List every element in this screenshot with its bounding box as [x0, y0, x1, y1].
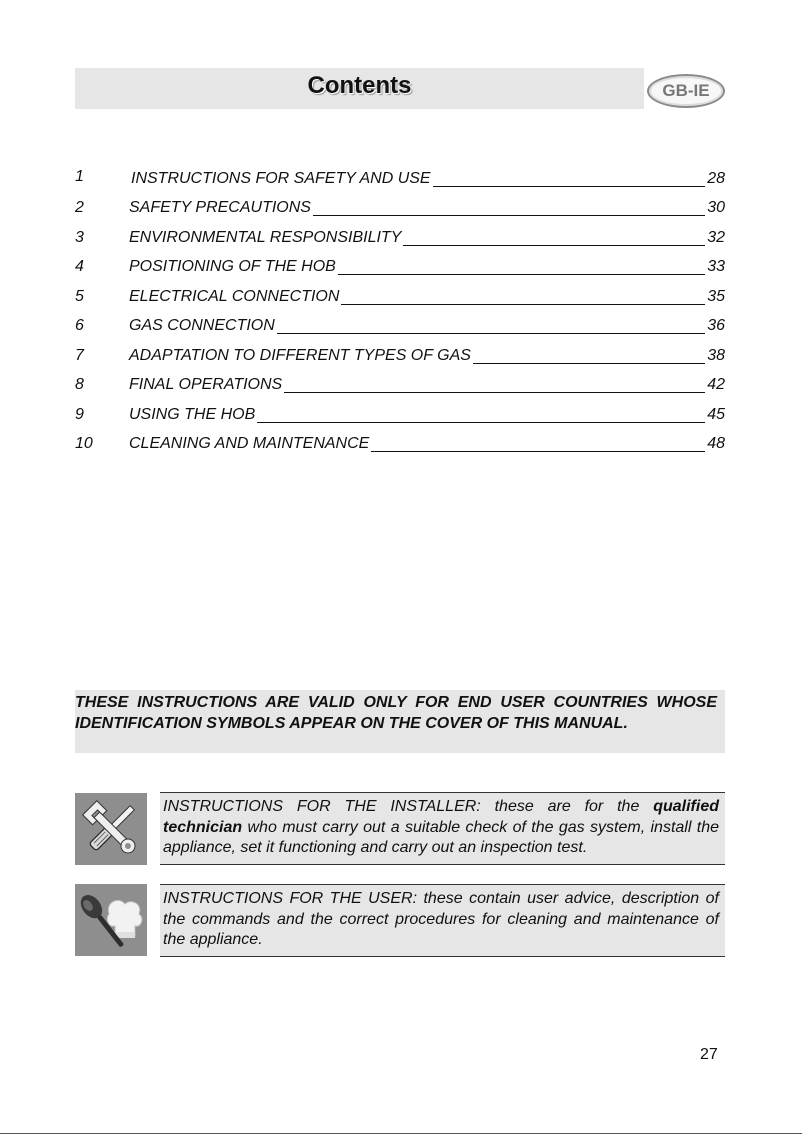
toc-page: 36: [707, 317, 725, 334]
toc-entry[interactable]: [75, 256, 725, 278]
toc-page: 30: [707, 199, 725, 216]
toc-title: ADAPTATION TO DIFFERENT TYPES OF GAS: [129, 347, 471, 364]
installer-text-intro: INSTRUCTIONS FOR THE INSTALLER: these are for the: [163, 798, 654, 815]
toc-leader: [313, 215, 705, 216]
language-badge: GB-IE: [647, 74, 725, 108]
toc-number: 3: [75, 229, 84, 246]
toc-title: ENVIRONMENTAL RESPONSIBILITY: [129, 229, 402, 246]
toc-number: 8: [75, 376, 84, 393]
tools-icon: [75, 793, 147, 865]
toc-page: 28: [707, 170, 725, 187]
installer-instructions-text: [163, 797, 719, 859]
toc-title: POSITIONING OF THE HOB: [129, 258, 336, 275]
toc-leader: [403, 245, 705, 246]
toc-leader: [433, 186, 706, 187]
validity-notice: [75, 690, 725, 753]
toc-leader: [284, 392, 705, 393]
toc-entry[interactable]: [75, 374, 725, 396]
toc-entry[interactable]: [75, 433, 725, 455]
page-number: 27: [700, 1046, 718, 1063]
validity-notice-text: THESE INSTRUCTIONS ARE VALID ONLY FOR END USER COUNTRIES WHOSE IDENTIFICATION SYMBOLS APPEAR ON THE COVER OF THIS MANUAL.: [75, 694, 717, 732]
toc-number: 7: [75, 347, 84, 364]
toc-page: 48: [707, 435, 725, 452]
toc-entry[interactable]: [75, 168, 725, 190]
toc-number: 10: [75, 435, 93, 452]
toc-entry[interactable]: [75, 315, 725, 337]
installer-text-rest: who must carry out a suitable check of the gas system, install the appliance, set it functioning and carry out an inspection test.: [163, 818, 719, 856]
chef-spoon-icon: [75, 884, 147, 956]
bottom-rule: [0, 1133, 802, 1134]
toc-entry[interactable]: [75, 286, 725, 308]
toc-page: 32: [707, 229, 725, 246]
toc-page: 42: [707, 376, 725, 393]
page-title: Contents: [307, 72, 412, 99]
toc-title: ELECTRICAL CONNECTION: [129, 288, 340, 305]
toc-title: SAFETY PRECAUTIONS: [129, 199, 311, 216]
toc-entry[interactable]: [75, 404, 725, 426]
toc-page: 45: [707, 406, 725, 423]
toc-number: 6: [75, 317, 84, 334]
toc-entry[interactable]: [75, 227, 725, 249]
installer-text-bold: qualified technician: [163, 798, 719, 836]
toc-page: 33: [707, 258, 725, 275]
toc-leader: [371, 451, 705, 452]
toc-number: 2: [75, 199, 84, 216]
toc-title: USING THE HOB: [129, 406, 256, 423]
toc-leader: [338, 274, 705, 275]
toc-title: FINAL OPERATIONS: [129, 376, 283, 393]
toc-entry[interactable]: [75, 197, 725, 219]
toc-title: GAS CONNECTION: [129, 317, 275, 334]
toc-page: 35: [707, 288, 725, 305]
toc-leader: [473, 363, 705, 364]
header-bar: [75, 68, 644, 109]
toc-title: CLEANING AND MAINTENANCE: [129, 435, 370, 452]
toc-title: INSTRUCTIONS FOR SAFETY AND USE: [131, 170, 431, 187]
toc-entry[interactable]: [75, 345, 725, 367]
toc-number: 4: [75, 258, 84, 275]
toc-number: 9: [75, 406, 84, 423]
toc-number: 5: [75, 288, 84, 305]
toc-leader: [341, 304, 705, 305]
toc-page: 38: [707, 347, 725, 364]
user-instructions-text: INSTRUCTIONS FOR THE USER: these contain user advice, description of the commands and the correct procedures for cleaning and maintenance of the appliance.: [163, 890, 719, 948]
toc-number: 1: [75, 168, 84, 185]
toc-leader: [257, 422, 705, 423]
user-instructions: [160, 884, 725, 957]
toc-leader: [277, 333, 705, 334]
installer-instructions: [160, 792, 725, 865]
